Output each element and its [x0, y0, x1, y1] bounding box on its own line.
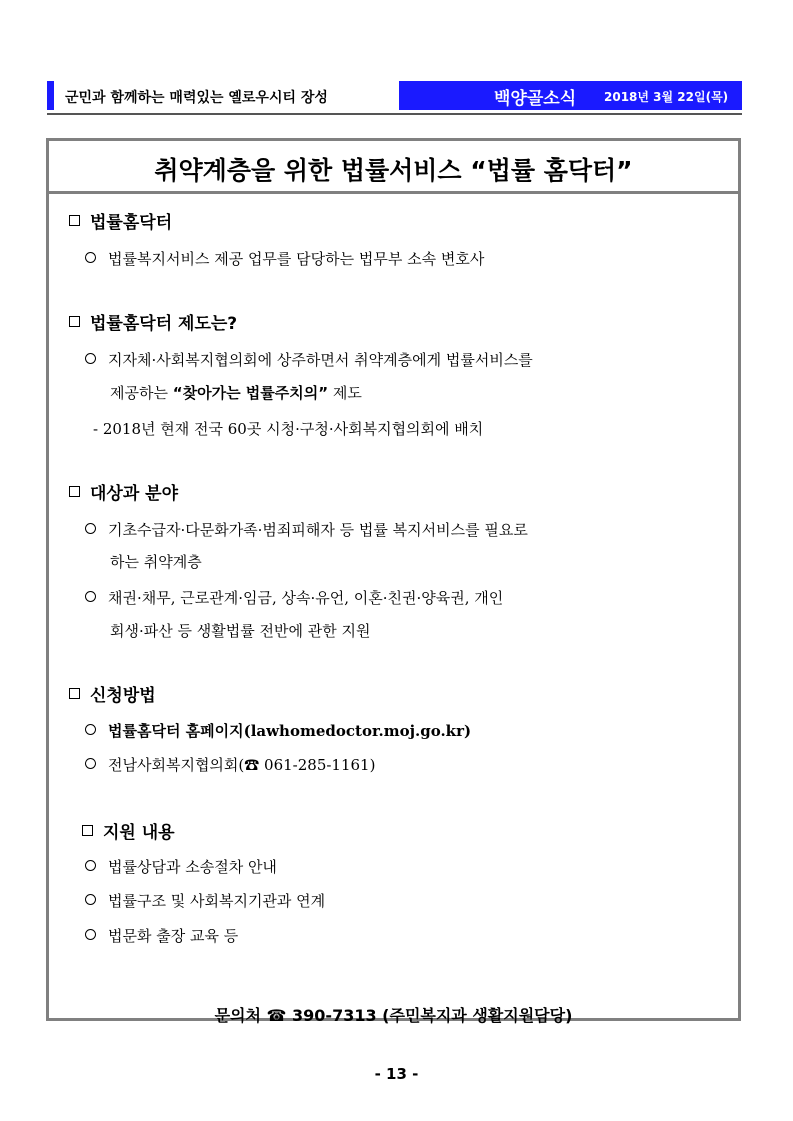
circle-bullet-icon — [85, 929, 96, 940]
list-item: 지자체·사회복지협의회에 상주하면서 취약계층에게 법률서비스를 — [85, 349, 533, 370]
list-item: 법률복지서비스 제공 업무를 담당하는 법무부 소속 변호사 — [85, 248, 484, 269]
header-divider — [47, 113, 742, 115]
square-bullet-icon — [69, 688, 80, 699]
circle-bullet-icon — [85, 353, 96, 364]
newsletter-name: 백양골소식 — [494, 89, 577, 109]
circle-bullet-icon — [85, 252, 96, 263]
article-frame — [46, 138, 741, 1021]
list-subitem: - 2018년 현재 전국 60곳 시청·구청·사회복지협의회에 배치 — [93, 420, 484, 438]
section-heading-support: 지원 내용 — [82, 818, 175, 843]
section-heading-target: 대상과 분야 — [69, 479, 178, 504]
circle-bullet-icon — [85, 758, 96, 769]
list-item: 법률구조 및 사회복지기관과 연계 — [85, 890, 325, 911]
list-item: 기초수급자·다문화가족·범죄피해자 등 법률 복지서비스를 필요로 — [85, 519, 528, 540]
list-item-continuation: 회생·파산 등 생활법률 전반에 관한 지원 — [110, 622, 371, 640]
list-item: 채권·채무, 근로관계·임금, 상속·유언, 이혼·친권·양육권, 개인 — [85, 587, 503, 608]
header-slogan: 군민과 함께하는 매력있는 옐로우시티 장성 — [65, 90, 328, 106]
square-bullet-icon — [69, 215, 80, 226]
section-heading-apply: 신청방법 — [69, 681, 156, 706]
circle-bullet-icon — [85, 523, 96, 534]
title-row — [49, 141, 738, 194]
highlight-phrase: “찾아가는 법률주치의” — [172, 384, 329, 402]
circle-bullet-icon — [85, 591, 96, 602]
list-item-continuation: 제공하는 “찾아가는 법률주치의” 제도 — [110, 384, 362, 402]
section-heading-home-doctor: 법률홈닥터 — [69, 208, 172, 233]
list-item-phone: 전남사회복지협의회(☎ 061-285-1161) — [85, 754, 375, 775]
list-item: 법률상담과 소송절차 안내 — [85, 856, 277, 877]
square-bullet-icon — [82, 825, 93, 836]
contact-line: 문의처 ☎ 390-7313 (주민복지과 생활지원담당) — [214, 1006, 573, 1025]
header-newsletter-banner — [399, 81, 742, 110]
article-title: 취약계층을 위한 법률서비스 “법률 홈닥터” — [154, 156, 633, 185]
square-bullet-icon — [69, 316, 80, 327]
header-accent-bar — [47, 81, 54, 110]
list-item-continuation: 하는 취약계층 — [110, 553, 202, 571]
list-item: 법문화 출장 교육 등 — [85, 925, 238, 946]
list-item-homepage: 법률홈닥터 홈페이지(lawhomedoctor.moj.go.kr) — [85, 720, 471, 741]
circle-bullet-icon — [85, 860, 96, 871]
circle-bullet-icon — [85, 724, 96, 735]
square-bullet-icon — [69, 486, 80, 497]
section-heading-system: 법률홈닥터 제도는? — [69, 309, 237, 334]
page-number: - 13 - — [374, 1065, 419, 1083]
header-bar — [47, 81, 742, 110]
circle-bullet-icon — [85, 894, 96, 905]
issue-date: 2018년 3월 22일(목) — [604, 90, 729, 104]
